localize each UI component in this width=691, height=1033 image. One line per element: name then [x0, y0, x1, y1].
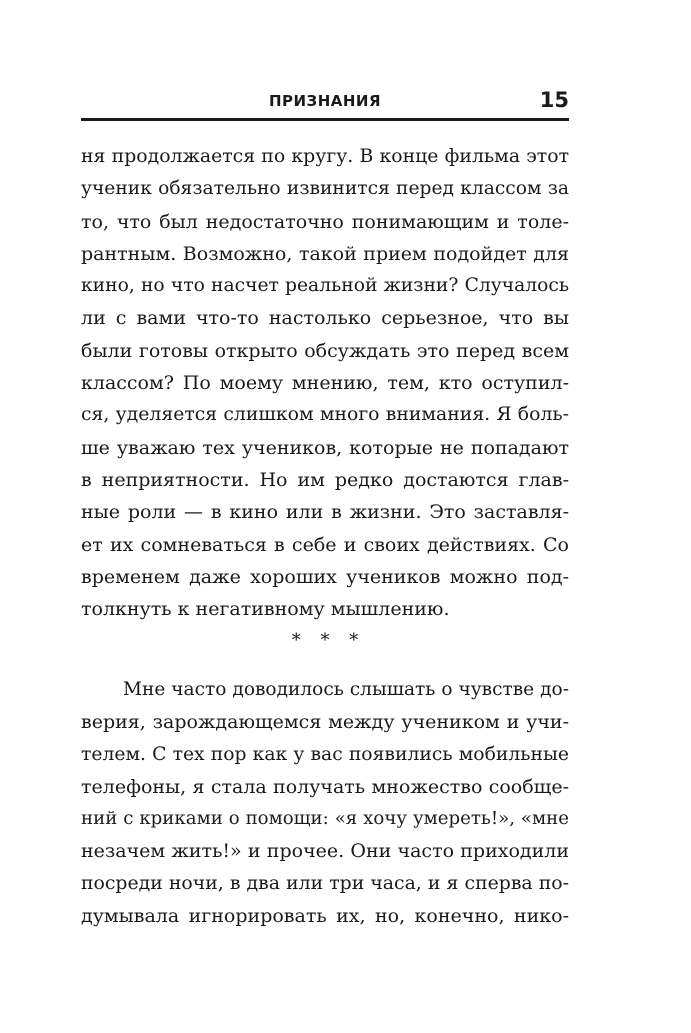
- page-number: 15: [539, 88, 569, 112]
- text-line: верия, зарождающемся между учеником и учи-: [81, 711, 569, 734]
- text-line: то, что был недостаточно понимающим и толе-: [81, 210, 569, 233]
- page-header: [81, 90, 569, 121]
- text-line: ше уважаю тех учеников, которые не попадают: [81, 436, 569, 459]
- text-line: временем даже хороших учеников можно под-: [81, 565, 569, 588]
- running-title: ПРИЗНАНИЯ: [268, 92, 382, 110]
- text-line: ний с криками о помощи: «я хочу умереть!», «мне: [81, 808, 569, 830]
- text-line: посреди ночи, в два или три часа, и я сперва по-: [81, 872, 569, 894]
- paragraph-2: [81, 674, 569, 932]
- text-line: кино, но что насчет реальной жизни? Случалось: [81, 275, 569, 297]
- text-line: ся, уделяется слишком много внимания. Я боль-: [81, 404, 569, 426]
- text-line: в неприятности. Но им редко достаются глав-: [81, 468, 569, 491]
- text-line: телем. С тех пор как у вас появились мобильные: [81, 743, 569, 765]
- paragraph-1: [81, 141, 569, 625]
- text-line: телефоны, я стала получать множество сообще-: [81, 775, 569, 798]
- text-line: классом? По моему мнению, тем, кто оступил-: [81, 372, 569, 395]
- text-line: ученик обязательно извинится перед классом за: [81, 178, 569, 200]
- text-line: рантным. Возможно, такой прием подойдет для: [81, 242, 569, 265]
- text-line: ли с вами что-то настолько серьезное, что вы: [81, 307, 569, 330]
- text-line: толкнуть к негативному мышлению.: [81, 598, 450, 621]
- text-line: ные роли — в кино или в жизни. Это заставля-: [81, 501, 569, 524]
- text-line: были готовы открыто обсуждать это перед всем: [81, 339, 569, 362]
- text-line: ет их сомневаться в себе и своих действиях. Со: [81, 533, 569, 556]
- text-line: незачем жить!» и прочее. Они часто приходили: [81, 840, 569, 863]
- section-separator: * * *: [291, 630, 359, 651]
- text-line: ня продолжается по кругу. В конце фильма этот: [81, 146, 569, 167]
- text-line: Мне часто доводилось слышать о чувстве до-: [123, 679, 569, 700]
- text-line: думывала игнорировать их, но, конечно, нико-: [81, 905, 569, 928]
